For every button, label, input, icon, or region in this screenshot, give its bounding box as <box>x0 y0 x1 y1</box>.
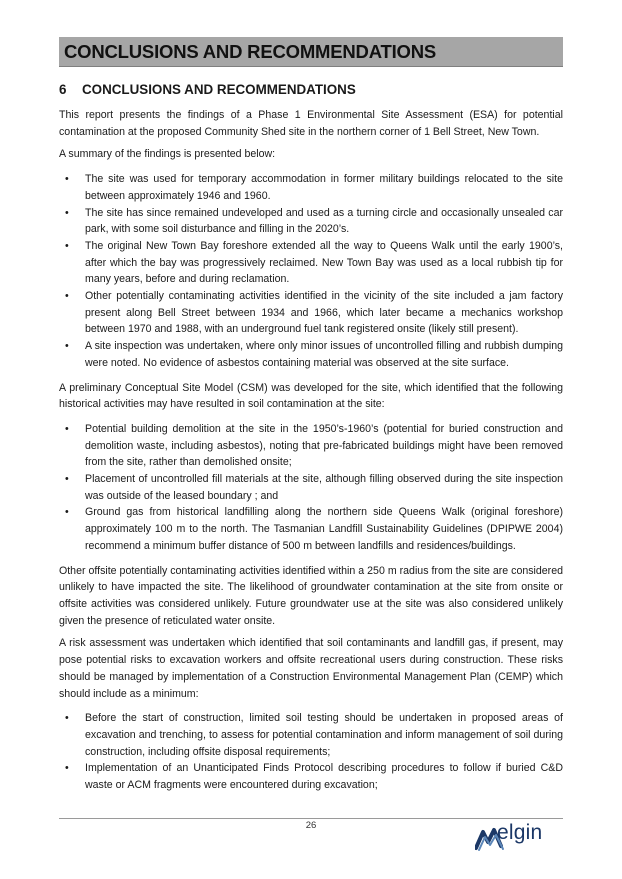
list-item: • Potential building demolition at the site in the 1950’s-1960’s (potential for buried construction and demolition waste, including asbestos), noting that pre-fabricated buildings might have been removed from the site, rather than demolished onsite; <box>65 422 563 469</box>
bullet-icon: • <box>65 340 69 353</box>
summary-lead: A summary of the findings is presented below: <box>59 148 276 161</box>
bullet-icon: • <box>65 239 69 252</box>
findings-list <box>59 171 563 371</box>
bullet-icon: • <box>65 290 69 303</box>
bullet-icon: • <box>65 422 69 435</box>
bullet-icon: • <box>65 173 69 186</box>
list-item: • Placement of uncontrolled fill materials at the site, although filling observed during the site inspection was outside of the leased boundary ; and <box>65 473 563 502</box>
offsite-paragraph: Other offsite potentially contaminating activities identified within a 250 m radius from the site are considered unlikely to have impacted the site. The likelihood of groundwater contamination at the site from onsite or offsite activities was considered unlikely. Future groundwater use at the site was also considered unlikely given the presence of reticulated water onsite. <box>59 564 563 627</box>
list-item: • Other potentially contaminating activities identified in the vicinity of the site included a jam factory present along Bell Street between 1934 and 1966, which later became a mechanics workshop between 1970 and 1988, with an underground fuel tank registered onsite (likely still present). <box>65 290 563 336</box>
list-item: • Implementation of an Unanticipated Finds Protocol describing procedures to follow if buried C&D waste or ACM fragments were encountered during excavation; <box>65 762 563 792</box>
csm-paragraph: A preliminary Conceptual Site Model (CSM) was developed for the site, which identified that the following historical activities may have resulted in soil contamination at the site: <box>59 381 563 411</box>
cemp-list <box>59 710 563 794</box>
page-body <box>59 82 563 802</box>
footer-divider <box>59 818 563 819</box>
list-item: • A site inspection was undertaken, where only minor issues of uncontrolled filling and rubbish dumping were noted. No evidence of asbestos containing material was observed at the site surface. <box>65 340 563 369</box>
bullet-icon: • <box>65 712 69 725</box>
list-item: • Before the start of construction, limited soil testing should be undertaken in proposed areas of excavation and trenching, to assess for potential contamination and inform management of soil during construction, including offsite disposal requirements; <box>65 712 563 758</box>
list-item: • The site has since remained undeveloped and used as a turning circle and occasionally unsealed car park, with some soil disturbance and filling in the 2020’s. <box>65 206 563 236</box>
company-logo <box>475 820 567 856</box>
intro-paragraph: This report presents the findings of a Phase 1 Environmental Site Assessment (ESA) for potential contamination at the proposed Community Shed site in the northern corner of 1 Bell Street, New Town. <box>59 109 563 138</box>
bullet-icon: • <box>65 506 69 519</box>
section-number: 6 <box>59 82 67 97</box>
bullet-icon: • <box>65 473 69 486</box>
logo-wordmark: elgin <box>497 821 543 844</box>
risk-paragraph: A risk assessment was undertaken which identified that soil contaminants and landfill gas, if present, may pose potential risks to excavation workers and offsite recreational users during construction. These risks should be managed by implementation of a Construction Environmental Management Plan (CEMP) which should include as a minimum: <box>59 637 563 700</box>
csm-list <box>59 421 563 555</box>
bullet-icon: • <box>65 762 69 775</box>
list-item: • Ground gas from historical landfilling along the northern side Queens Walk (original foreshore) approximately 100 m to the north. The Tasmanian Landfill Sustainability Guidelines (DPIPWE 2004) recommend a minimum buffer distance of 500 m between landfills and residences/buildings. <box>65 506 563 552</box>
section-title: CONCLUSIONS AND RECOMMENDATIONS <box>82 82 356 97</box>
bullet-icon: • <box>65 206 69 219</box>
list-item: • The site was used for temporary accommodation in former military buildings relocated to the site between approximately 1946 and 1960. <box>65 173 563 202</box>
section-heading <box>59 82 563 98</box>
page-number: 26 <box>305 820 317 831</box>
chapter-banner: CONCLUSIONS AND RECOMMENDATIONS <box>59 37 563 67</box>
list-item: • The original New Town Bay foreshore extended all the way to Queens Walk until the early 1900’s, after which the bay was progressively reclaimed. New Town Bay was used as a local rubbish tip for many years, before and during reclamation. <box>65 239 563 286</box>
